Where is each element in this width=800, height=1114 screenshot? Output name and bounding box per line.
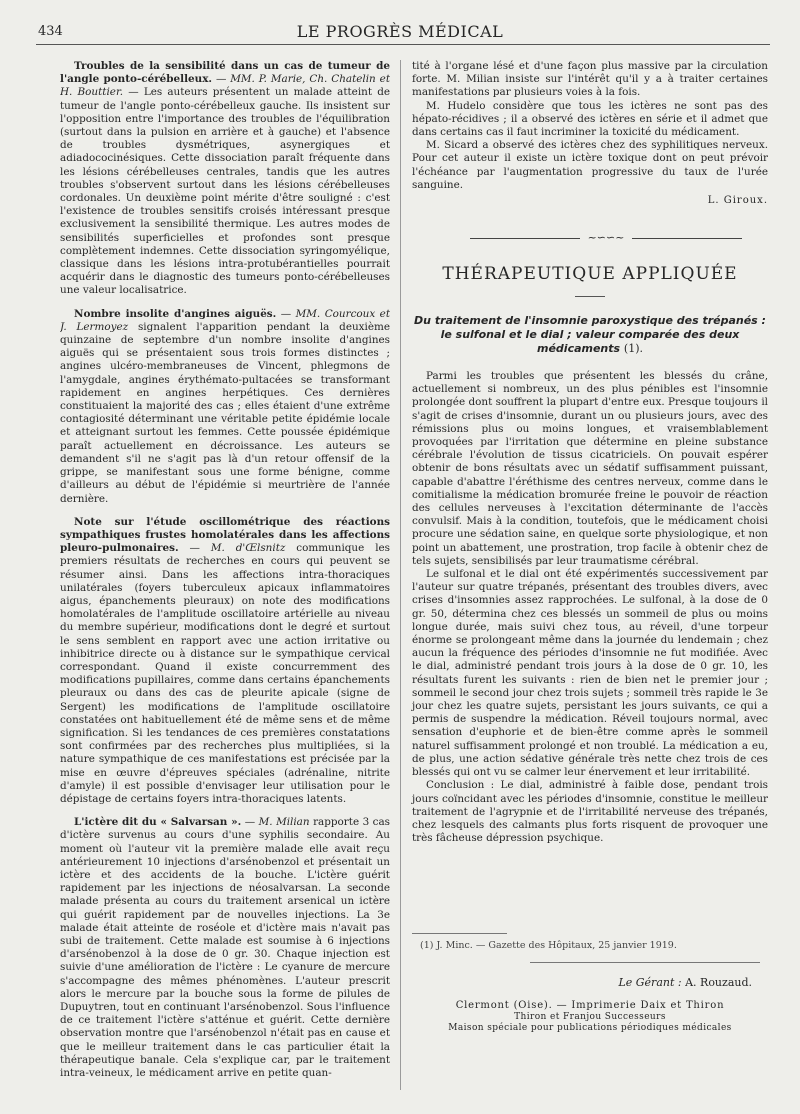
article-paragraph: Conclusion : Le dial, administré à faible dose, pendant trois jours coïncidant avec les périodes d'insomnie, constitue le meilleur traitement de l'agrypnie et de l'irritabilité nerveuse des trépanés, chez lesquels des calmants plus forts risquent de provoquer une très fâcheuse dépression psychique. [412, 779, 768, 845]
abstract-authors: MM. P. Marie, Ch. Chatelin et H. Bouttier. [60, 73, 390, 99]
abstract-text: communique les premiers résultats de recherches en cours qui peuvent se résumer ainsi. Dans les affections intra-thoraciques unilatérales (foyers tuberculeux apicaux inflammatoires aigus, épanchements pleuraux) on note des modifications homolatérales de l'amplitude oscillatoire artérielle au niveau du membre supérieur, modifications dont le degré et surtout le sens semblent en rapport avec une action irritative ou inhibitrice directe ou à distance sur le sympathique cervical correspondant. Quand il existe concurremment des modifications pupillaires, comme dans certains épanchements pleuraux ou dans des cas de pleurite apicale (signe de Sergent) les modifications de l'amplitude oscillatoire constatées ont habituellement été de même sens et de même signification. Si les tendances de ces premières constatations sont confirmées par des recherches plus multipliées, si la nature sympathique de ces manifestations est précisée par la mise en œuvre d'épreuves spéciales (adrénaline, nitrite d'amyle) il est possible d'envisager leur utilisation pour le dépistage de certains foyers intra-thoraciques latents. [60, 542, 390, 805]
printer-line: Clermont (Oise). — Imprimerie Daix et Thiron [455, 1000, 725, 1011]
abstract-lead: Troubles de la sensibilité dans un cas de tumeur de l'angle ponto-cérébelleux. [60, 60, 390, 86]
abstract-lead: Note sur l'étude oscillométrique des réactions sympathiques frustes homolatérales dans les affections pleuro-pulmonaires. [60, 515, 390, 555]
continued-paragraph: tité à l'organe lésé et d'une façon plus massive par la circulation forte. M. Milian insiste sur l'intérêt qu'il y a à traiter certaines manifestations par plusieurs voies à la fois. [412, 60, 768, 99]
right-column-top [412, 60, 768, 230]
printer-line: Maison spéciale pour publications périodiques médicales [448, 1023, 732, 1033]
printer-imprint [412, 1000, 768, 1035]
journal-title: LE PROGRÈS MÉDICAL [296, 22, 504, 41]
abstract-authors: M. d'Œlsnitz [210, 542, 286, 555]
discussion-paragraph: M. Hudelo considère que tous les ictères ne sont pas des hépato-récidives ; il a observé des ictères en série et il admet que dans certains cas il faut incriminer la toxicité du médicament. [412, 99, 768, 139]
gerant-rule [530, 962, 760, 963]
abstract-authors: MM. Courcoux et J. Lermoyez [60, 307, 390, 333]
abstract-authors: M. Milian [258, 816, 310, 829]
abstract-paragraph: L'ictère dit du « Salvarsan ». — M. Milian rapporte 3 cas d'ictère survenus au cours d'une syphilis secondaire. Au moment où l'auteur vit la première malade elle avait reçu antérieurement 10 injections d'arsénobenzol et présentait un ictère et des accidents de la bouche. L'ictère guérit rapidement par les injections de néosalvarsan. La seconde malade présenta au cours du traitement arsenical un ictère qui guérit rapidement par de nouvelles injections. La 3e malade était atteinte de roséole et d'ictère mais n'avait pas subi de traitement. Cette malade est soumise à 6 injections d'arsénobenzol à la dose de 0 gr. 30. Chaque injection est suivie d'une amélioration de l'ictère : Le cyanure de mercure s'accompagne des mêmes phénomènes. L'auteur prescrit alors le mercure par la bouche sous la forme de pilules de Dupuytren, tout en continuant l'arsénobenzol. Sous l'influence de ce traitement l'ictère s'atténue et guérit. Cette dernière observation montre que l'arsénobenzol n'était pas en cause et que le meilleur traitement dans le cas particulier était la thérapeutique banale. Cela s'explique car, par le traitement intra-veineux, le médicament arrive en petite quan- [60, 816, 390, 1080]
article-paragraph: Le sulfonal et le dial ont été expérimentés successivement par l'auteur sur quatre trépanés, présentant des troubles divers, avec crises d'insomnies assez rapprochées. Le sulfonal, à la dose de 0 gr. 50, détermina chez ces blessés un sommeil de plus ou moins longue durée, mais suivi chez tous, au réveil, d'une torpeur énorme se prolongeant même dans la journée du lendemain ; chez aucun la fréquence des périodes d'insomnie ne fut modifiée. Avec le dial, administré pendant trois jours à la dose de 0 gr. 10, les résultats furent les suivants : rien de bien net le premier jour ; sommeil le second jour chez trois sujets ; sommeil très rapide le 3e jour chez les quatre sujets, persistant les jours suivants, ce qui a permis de suspendre la médication. Réveil toujours normal, avec sensation d'euphorie et de bien-être comme après le sommeil naturel suffisamment prolongé et non troublé. La médication a eu, de plus, une action sédative générale très nette chez trois de ces blessés qui ont vu se calmer leur énervement et leur irritabilité. [412, 568, 768, 779]
footnote: (1) J. Minc. — Gazette des Hôpitaux, 25 janvier 1919. [420, 940, 677, 951]
section-ornament: ~∽∽~ [470, 233, 742, 245]
abstract-text: Les auteurs présentent un malade atteint de tumeur de l'angle ponto-cérébelleux gauche. Ils insistent sur l'opposition entre l'importance des troubles de l'équilibration (surtout dans la pulsion en arrière et à gauche) et l'absence de troubles dysmétriques, asynergiques et adiadococinésiques. Cette dissociation paraît fréquente dans les lésions cérébelleuses centrales, tandis que les autres troubles s'observent surtout dans les lésions cérébelleuses cordonales. Un deuxième point mérite d'être souligné : c'est l'existence de troubles sensitifs croisés intéressant presque exclusivement la sensibilité thermique. Les autres modes de sensibilités superficielles et profondes sont presque complètement indemnes. Cette dissociation syringomyélique, classique dans les lésions intra-protubérantielles pourrait acquérir dans le diagnostic des tumeurs ponto-cérébelleuses une valeur localisatrice. [60, 86, 390, 297]
article-paragraph: Parmi les troubles que présentent les blessés du crâne, actuellement si nombreux, un des plus pénibles est l'insomnie prolongée dont souffrent la plupart d'entre eux. Presque toujours il s'agit de crises d'insomnie, durant un ou plusieurs jours, avec des rémissions plus ou moins longues, et vraisemblablement provoquées par l'irritation que détermine en pleine substance cérébrale l'évolution de tissus cicatriciels. On pouvait espérer obtenir de bons résultats avec un sédatif suffisamment puissant, capable d'abattre l'éréthisme des centres nerveux, comme dans le comitialisme la médication bromurée freine le pouvoir de réaction des cellules nerveuses à l'excitation déterminante de l'accès convulsif. Mais à la condition, toutefois, que le médicament choisi procure une sédation saine, en quelque sorte physiologique, et non point un abattement, une prostration, trop facile à obtenir chez de tels sujets, sensibilisés par leur traumatisme cérébral. [412, 370, 768, 567]
signature: L. Giroux. [707, 195, 768, 207]
article-title-text: Du traitement de l'insomnie paroxystique des trépanés : le sulfonal et le dial ; valeur comparée des deux médicaments [414, 314, 766, 355]
page-number: 434 [38, 24, 63, 39]
footnote-rule [412, 933, 507, 934]
footnote-ref: (1). [623, 342, 643, 355]
left-column [60, 60, 390, 1090]
gerant-name: A. Rouzaud. [685, 976, 752, 989]
abstract-lead: L'ictère dit du « Salvarsan ». [74, 816, 242, 829]
abstract-paragraph: Note sur l'étude oscillométrique des réactions sympathiques frustes homolatérales dans les affections pleuro-pulmonaires. — M. d'Œlsnitz communique les premiers résultats de recherches en cours qui peuvent se résumer ainsi. Dans les affections intra-thoraciques unilatérales (foyers tuberculeux apicaux inflammatoires aigus, épanchements pleuraux) on note des modifications homolatérales de l'amplitude oscillatoire artérielle au niveau du membre supérieur, modifications dont le degré et surtout le sens semblent en rapport avec une action irritative ou inhibitrice directe ou à distance sur le sympathique cervical correspondant. Quand il existe concurremment des modifications pupillaires, comme dans certains épanchements pleuraux ou dans des cas de pleurite apicale (signe de Sergent) les modifications de l'amplitude oscillatoire constatées ont habituellement été de même sens et de même signification. Si les tendances de ces premières constatations sont confirmées par des recherches plus multipliées, si la nature sympathique de ces manifestations est précisée par la mise en œuvre d'épreuves spéciales (adrénaline, nitrite d'amyle) il est possible d'envisager leur utilisation pour le dépistage de certains foyers intra-thoraciques latents. [60, 515, 390, 805]
column-divider [400, 60, 401, 1090]
header-rule [36, 44, 770, 45]
title-rule [575, 296, 605, 297]
abstract-paragraph: Nombre insolite d'angines aiguës. — MM. Courcoux et J. Lermoyez signalent l'apparition pendant la deuxième quinzaine de septembre d'un nombre insolite d'angines aiguës qui se présentaient sous trois formes distinctes ; angines ulcéro-membraneuses de Vincent, phlegmons de l'amygdale, angines érythémato-pultacées se transformant rapidement en angines herpétiques. Ces dernières constituaient la majorité des cas ; elles étaient d'une extrême contagiosité déterminant une véritable petite épidémie locale et atteignant surtout les femmes. Cette poussée épidémique paraît actuellement en décroissance. Les auteurs se demandent s'il ne s'agit pas là d'un retour offensif de la grippe, se manifestant sous une forme bénigne, comme d'ailleurs au début de l'épidémie si meurtrière de l'année dernière. [60, 307, 390, 505]
gerant-label: Le Gérant : [618, 976, 682, 989]
abstract-lead: Nombre insolite d'angines aiguës. [74, 307, 277, 320]
article-body [412, 370, 768, 845]
gerant-line [618, 976, 752, 989]
abstract-text: rapporte 3 cas d'ictère survenus au cours d'une syphilis secondaire. Au moment où l'auteur vit la première malade elle avait reçu antérieurement 10 injections d'arsénobenzol et présentait un ictère et des accidents de la bouche. L'ictère guérit rapidement par les injections de néosalvarsan. La seconde malade présenta au cours du traitement arsenical un ictère qui guérit rapidement par de nouvelles injections. La 3e malade était atteinte de roséole et d'ictère mais n'avait pas subi de traitement. Cette malade est soumise à 6 injections d'arsénobenzol à la dose de 0 gr. 30. Chaque injection est suivie d'une amélioration de l'ictère : Le cyanure de mercure s'accompagne des mêmes phénomènes. L'auteur prescrit alors le mercure par la bouche sous la forme de pilules de Dupuytren, tout en continuant l'arsénobenzol. Sous l'influence de ce traitement l'ictère s'atténue et guérit. Cette dernière observation montre que l'arsénobenzol n'était pas en cause et que le meilleur traitement dans le cas particulier était la thérapeutique banale. Cela s'explique car, par le traitement intra-veineux, le médicament arrive en petite quan- [60, 816, 390, 1080]
abstract-text: signalent l'apparition pendant la deuxième quinzaine de septembre d'un nombre insolite d'angines aiguës qui se présentaient sous trois formes distinctes ; angines ulcéro-membraneuses de Vincent, phlegmons de l'amygdale, angines érythémato-pultacées se transformant rapidement en angines herpétiques. Ces dernières constituaient la majorité des cas ; elles étaient d'une extrême contagiosité déterminant une véritable petite épidémie locale et atteignant surtout les femmes. Cette poussée épidémique paraît actuellement en décroissance. Les auteurs se demandent s'il ne s'agit pas là d'un retour offensif de la grippe, se manifestant sous une forme bénigne, comme d'ailleurs au début de l'épidémie si meurtrière de l'année dernière. [60, 320, 390, 505]
discussion-paragraph: M. Sicard a observé des ictères chez des syphilitiques nerveux. Pour cet auteur il existe un ictère toxique dont on peut prévoir l'échéance par l'augmentation progressive du taux de l'urée sanguine. [412, 139, 768, 191]
printer-line: Thiron et Franjou Successeurs [514, 1011, 666, 1022]
abstract-paragraph: Troubles de la sensibilité dans un cas de tumeur de l'angle ponto-cérébelleux. — MM. P. Marie, Ch. Chatelin et H. Bouttier. — Les auteurs présentent un malade atteint de tumeur de l'angle ponto-cérébelleux gauche. Ils insistent sur l'opposition entre l'importance des troubles de l'équilibration (surtout dans la pulsion en arrière et à gauche) et l'absence de troubles dysmétriques, asynergiques et adiadococinésiques. Cette dissociation paraît fréquente dans les lésions cérébelleuses centrales, tandis que les autres troubles s'observent surtout dans les lésions cérébelleuses cordonales. Un deuxième point mérite d'être souligné : c'est l'existence de troubles sensitifs croisés intéressant presque exclusivement la sensibilité thermique. Les autres modes de sensibilités superficielles et profondes sont presque complètement indemnes. Cette dissociation syringomyélique, classique dans les lésions intra-protubérantielles pourrait acquérir dans le diagnostic des tumeurs ponto-cérébelleuses une valeur localisatrice. [60, 60, 390, 297]
article-title [412, 314, 768, 356]
section-title: THÉRAPEUTIQUE APPLIQUÉE [442, 264, 738, 284]
